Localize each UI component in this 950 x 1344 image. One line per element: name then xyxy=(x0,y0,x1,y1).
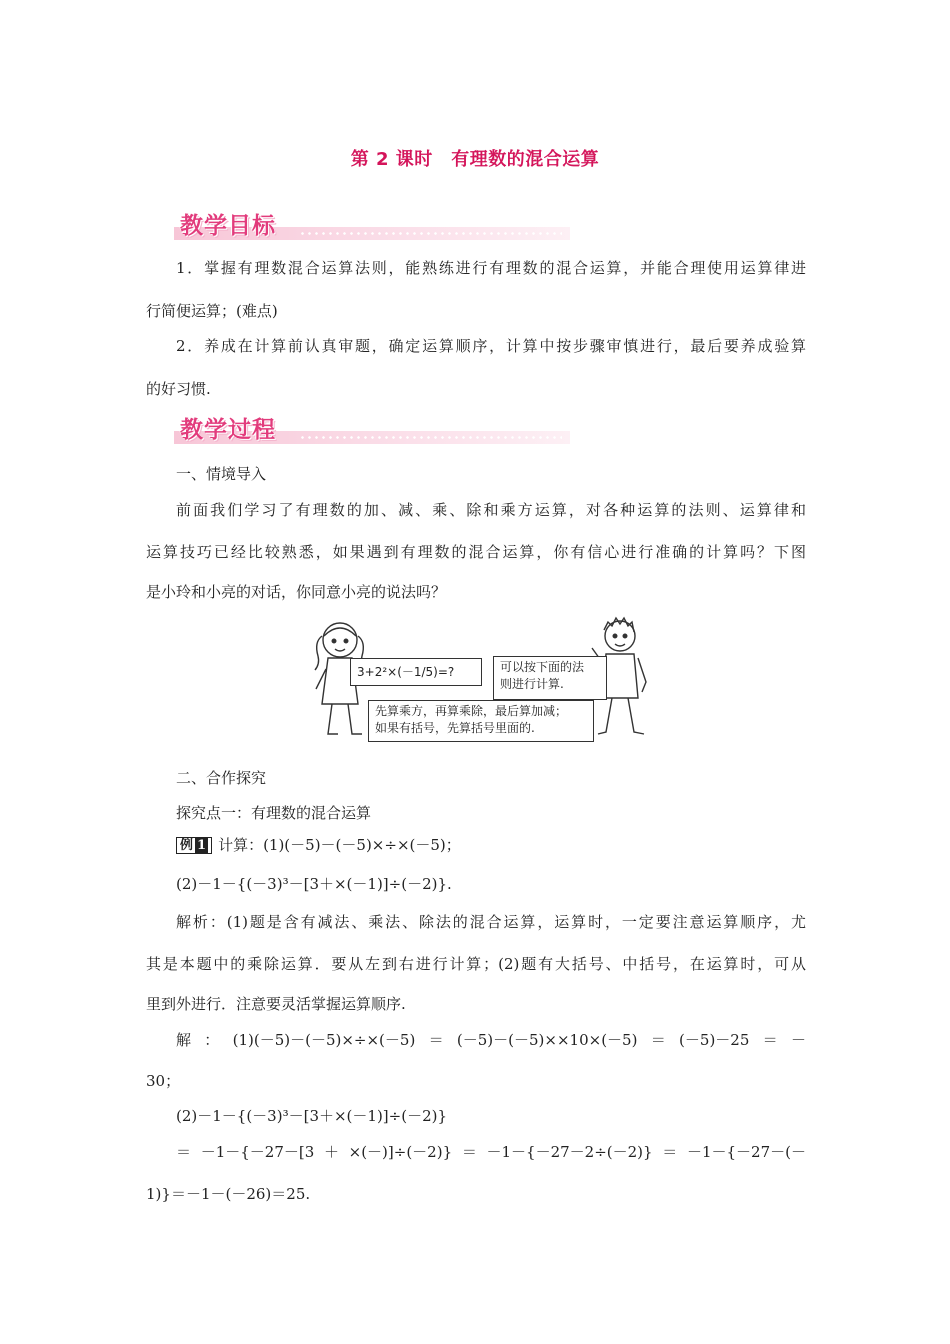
girl-speech-bubble: 3+2²×(－1/5)=? xyxy=(350,658,482,686)
explore-heading: 二、合作探究 xyxy=(176,769,267,787)
page-title: 第 2 课时 有理数的混合运算 xyxy=(350,149,600,170)
solution-line-1: 解：(1)(－5)－(－5)×÷×(－5)＝(－5)－(－5)××10×(－5)＝(－5)－25＝－ xyxy=(176,1031,806,1049)
analysis-line-2: 其是本题中的乘除运算．要从左到右进行计算；(2)题有大括号、中括号，在运算时，可从 xyxy=(146,955,806,973)
rule-line-2: 如果有括号，先算括号里面的. xyxy=(375,721,535,735)
goal-2-line-1: 2．养成在计算前认真审题，确定运算顺序，计算中按步骤审慎进行，最后要养成验算 xyxy=(176,337,806,355)
section-header-process xyxy=(174,410,570,446)
intro-line-3: 是小玲和小亮的对话，你同意小亮的说法吗？ xyxy=(146,583,447,601)
boy-bubble-line-2: 则进行计算. xyxy=(500,677,564,691)
intro-line-2: 运算技巧已经比较熟悉，如果遇到有理数的混合运算，你有信心进行准确的计算吗？下图 xyxy=(146,543,806,561)
example-badge: 例 1 xyxy=(176,837,212,854)
explore-point: 探究点一：有理数的混合运算 xyxy=(176,804,372,822)
dialogue-illustration xyxy=(310,614,650,746)
goal-2-line-2: 的好习惯. xyxy=(146,380,211,398)
boy-speech-bubble xyxy=(493,656,607,700)
section-header-process-text: 教学过程 xyxy=(180,417,276,443)
solution-line-2: 30； xyxy=(146,1072,181,1090)
goal-1-line-1: 1．掌握有理数混合运算法则，能熟练进行有理数的混合运算，并能合理使用运算律进 xyxy=(176,259,806,277)
boy-bubble-line-1: 可以按下面的法 xyxy=(500,660,585,674)
solution-line-4: ＝－1－{－27－[3＋×(－)]÷(－2)}＝－1－{－27－2÷(－2)}＝－1－{－27－(－ xyxy=(176,1143,806,1161)
section-header-goals-text: 教学目标 xyxy=(180,213,276,239)
intro-heading: 一、情境导入 xyxy=(176,465,267,483)
intro-line-1: 前面我们学习了有理数的加、减、乘、除和乘方运算，对各种运算的法则、运算律和 xyxy=(176,501,806,519)
goal-1-line-2: 行简便运算；(难点) xyxy=(146,302,278,320)
example-line-1: 例 1 计算：(1)(－5)－(－5)×÷×(－5)； xyxy=(176,835,461,855)
solution-line-5: 1)}＝－1－(－26)＝25. xyxy=(146,1185,311,1203)
rule-box xyxy=(368,700,594,742)
analysis-line-1: 解析：(1)题是含有减法、乘法、除法的混合运算，运算时，一定要注意运算顺序，尤 xyxy=(176,913,806,931)
example-line-2: (2)－1－{(－3)³－[3＋×(－1)]÷(－2)}. xyxy=(176,875,452,893)
rule-line-1: 先算乘方，再算乘除，最后算加减； xyxy=(375,704,568,718)
analysis-line-3: 里到外进行．注意要灵活掌握运算顺序. xyxy=(146,995,406,1013)
section-header-goals xyxy=(174,206,570,242)
solution-line-3: (2)－1－{(－3)³－[3＋×(－1)]÷(－2)} xyxy=(176,1107,448,1125)
